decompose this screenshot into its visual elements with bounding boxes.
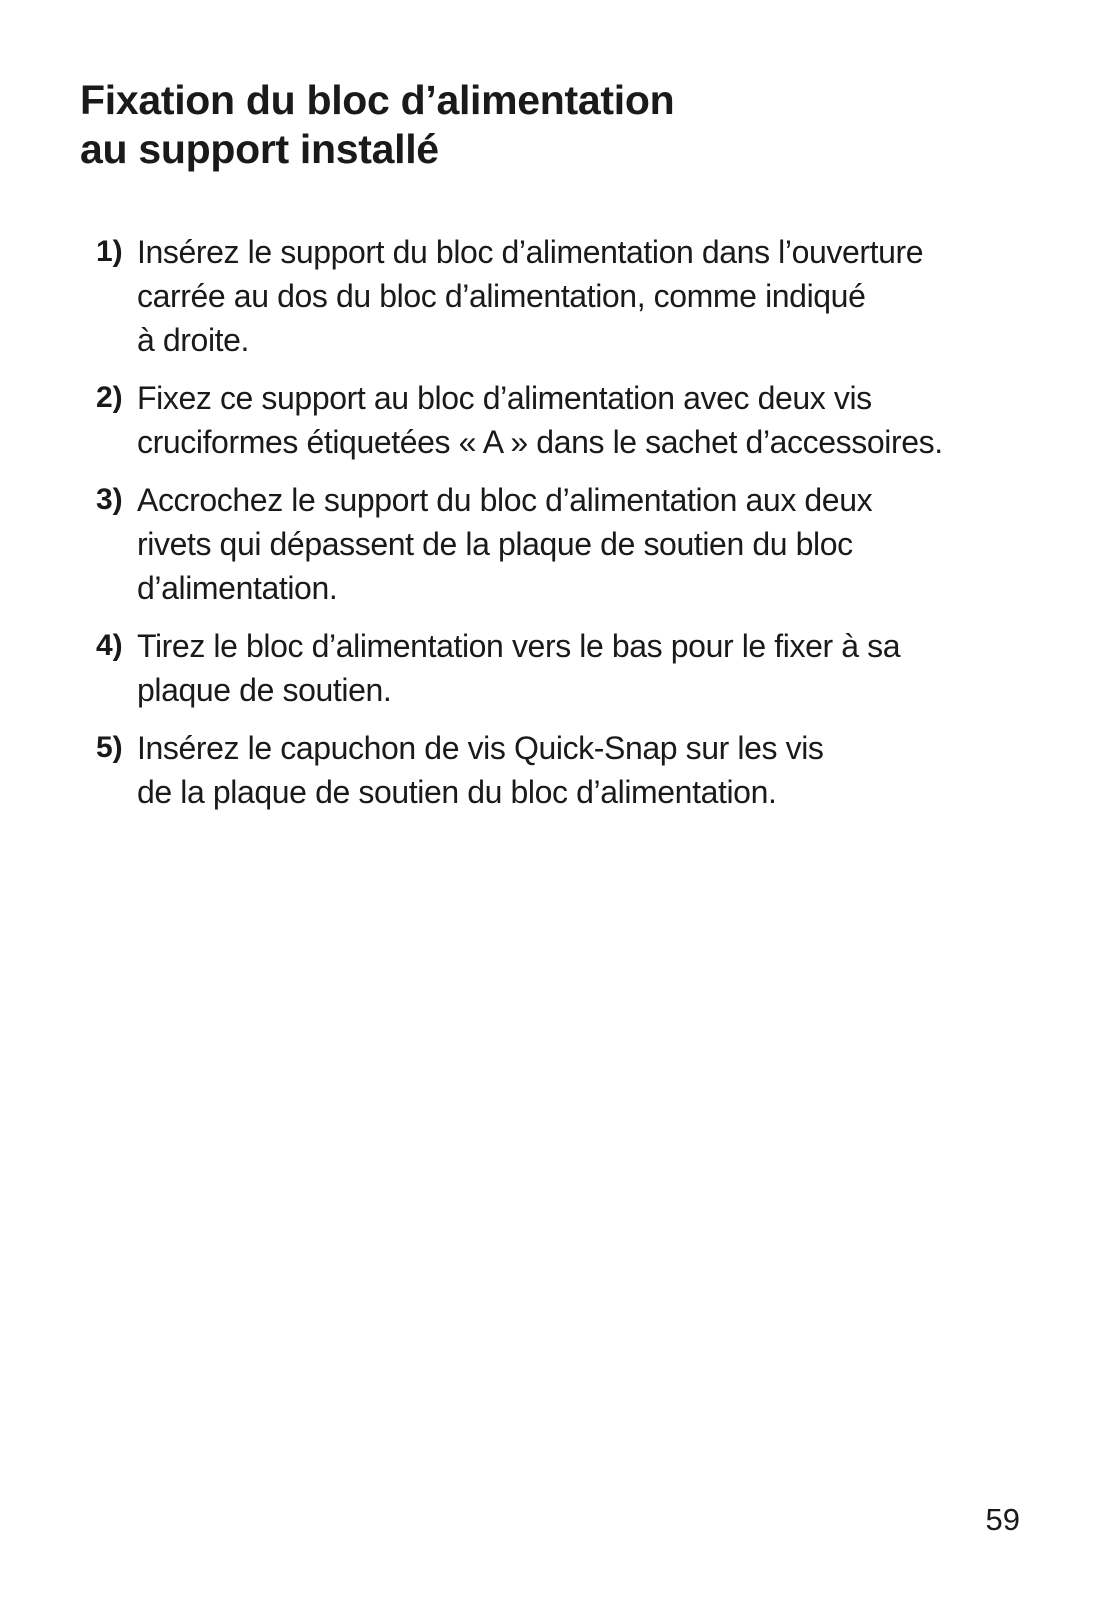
step-2	[96, 376, 1046, 464]
title-line-2: au support installé	[80, 126, 439, 172]
step-number: 2)	[96, 381, 123, 414]
step-text	[137, 726, 1046, 814]
step-line: cruciformes étiquetées « A » dans le sachet d’accessoires.	[137, 424, 943, 460]
step-number: 3)	[96, 483, 123, 516]
page-number: 59	[985, 1502, 1020, 1537]
step-line: rivets qui dépassent de la plaque de soutien du bloc	[137, 526, 853, 562]
step-text	[137, 624, 1046, 712]
step-text	[137, 376, 1046, 464]
step-3	[96, 478, 1046, 610]
step-line: plaque de soutien.	[137, 672, 392, 708]
step-line: Insérez le support du bloc d’alimentation dans l’ouverture	[137, 234, 924, 270]
page-title	[80, 76, 1040, 174]
step-line: d’alimentation.	[137, 570, 338, 606]
step-1	[96, 230, 1046, 362]
step-line: à droite.	[137, 322, 250, 358]
step-number: 5)	[96, 731, 123, 764]
step-4	[96, 624, 1046, 712]
step-line: de la plaque de soutien du bloc d’alimentation.	[137, 774, 777, 810]
step-number: 4)	[96, 629, 123, 662]
step-line: Insérez le capuchon de vis Quick-Snap sur les vis	[137, 730, 824, 766]
step-text	[137, 478, 1046, 610]
step-line: Accrochez le support du bloc d’alimentation aux deux	[137, 482, 873, 518]
step-5	[96, 726, 1046, 814]
step-line: carrée au dos du bloc d’alimentation, comme indiqué	[137, 278, 866, 314]
step-text	[137, 230, 1046, 362]
step-line: Tirez le bloc d’alimentation vers le bas pour le fixer à sa	[137, 628, 901, 664]
step-line: Fixez ce support au bloc d’alimentation avec deux vis	[137, 380, 872, 416]
step-number: 1)	[96, 235, 123, 268]
instruction-steps	[96, 230, 1046, 828]
title-line-1: Fixation du bloc d’alimentation	[80, 77, 675, 123]
